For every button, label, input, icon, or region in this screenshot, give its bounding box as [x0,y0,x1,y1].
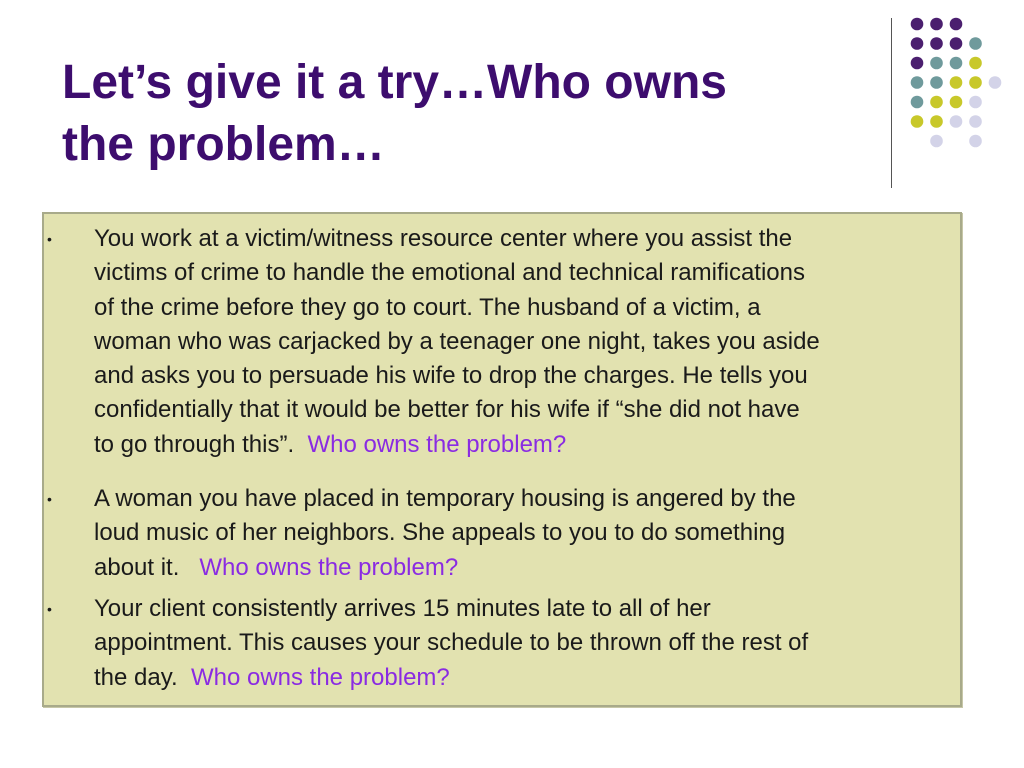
decorative-dot [969,76,982,89]
bullet-text-line: victims of crime to handle the emotional and technical ramifications [94,259,805,287]
bullet-text-line: confidentially that it would be better for his wife if “she did not have [94,396,800,424]
decorative-dot [930,96,943,109]
bullet-text-line: A woman you have placed in temporary housing is angered by the [94,485,796,512]
slide-title [62,52,862,176]
question-text: Who owns the problem? [307,430,567,458]
decorative-dot [911,76,924,89]
bullet-item-1 [47,222,974,462]
decorative-dot [950,57,963,70]
bullet-text-line: woman who was carjacked by a teenager one night, takes you aside [94,327,820,355]
decorative-dot [911,115,924,128]
slide-title-line-2: the problem… [62,118,385,171]
decorative-dot [969,115,982,128]
decorative-dot [911,37,924,50]
question-text: Who owns the problem? [199,553,459,581]
bullet-text-line [94,661,974,695]
bullet-marker: • [47,491,52,507]
bullet-text-line [94,551,974,585]
decorative-dot [930,57,943,70]
bullet-text-fragment: about it. [94,553,200,581]
decorative-dot [950,37,963,50]
question-text: Who owns the problem? [190,663,450,691]
bullet-text-line: You work at a victim/witness resource center where you assist the [94,225,793,252]
decorative-dot [911,57,924,70]
decorative-dot [930,135,943,148]
decorative-dot [989,76,1002,89]
decorative-dot [930,76,943,89]
decorative-dot [950,96,963,109]
decorative-dot [969,57,982,70]
decorative-dot [950,76,963,89]
bullet-text-line [94,428,974,462]
content-box [42,212,962,707]
decorative-dot [950,115,963,128]
bullet-item-2 [47,482,974,585]
bullet-text-line: and asks you to persuade his wife to drop the charges. He tells you [94,362,808,390]
decorative-dot [969,37,982,50]
decorative-dot [930,18,943,31]
bullet-text-fragment: the day. [94,663,191,691]
decorative-dot [969,135,982,148]
bullet-marker: • [47,231,52,247]
decorative-dot [930,37,943,50]
decorative-dot [911,18,924,31]
bullet-text-fragment: to go through this”. [94,430,308,458]
bullet-text-line: appointment. This causes your schedule to be thrown off the rest of [94,629,809,657]
decorative-dot [950,18,963,31]
bullet-text-line: Your client consistently arrives 15 minutes late to all of her [94,595,711,622]
decorative-dot [911,96,924,109]
bullet-item-3 [47,592,974,695]
bullet-text-line: of the crime before they go to court. The husband of a victim, a [94,293,761,321]
decorative-divider-line [891,18,892,188]
decorative-dot [930,115,943,128]
decorative-dot [969,96,982,109]
bullet-text-line: loud music of her neighbors. She appeals to you to do something [94,519,786,547]
slide-title-line-1: Let’s give it a try…Who owns [62,56,727,109]
bullet-marker: • [47,601,52,617]
